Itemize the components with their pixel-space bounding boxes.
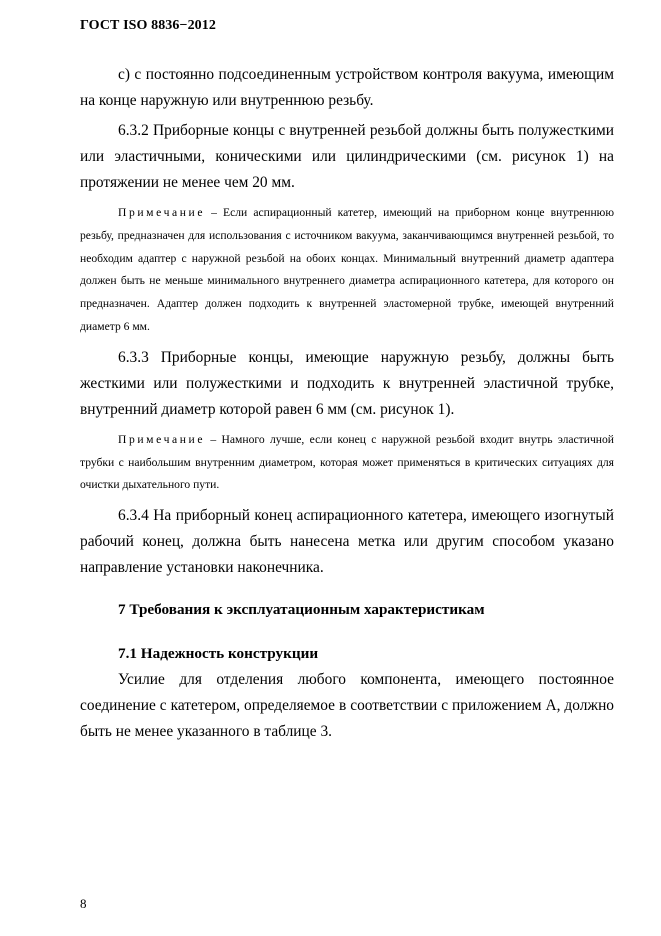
note-2-label: Примечание [118, 432, 206, 446]
clause-6-3-2: 6.3.2 Приборные концы с внутренней резьбой должны быть полужесткими или эластичными, коническими или цилиндрическими (см. рисунок 1) на протяжении не менее чем 20 мм. [80, 122, 614, 191]
clause-6-3-3: 6.3.3 Приборные концы, имеющие наружную резьбу, должны быть жесткими или полужесткими и подходить к внутренней эластичной трубке, внутренний диаметр которой равен 6 мм (см. рисунок 1). [80, 348, 614, 418]
note-1 [80, 202, 614, 339]
page-content [80, 62, 614, 749]
note-1-text: – Если аспирационный катетер, имеющий на приборном конце внутреннюю резьбу, предназначен для использования с источником вакуума, заканчивающимся внутренней резьбой, то необходим адаптер с наружной резьбой на обоих концах. Минимальный внутренний диаметр адаптера должен быть не меньше минимального внутреннего диаметра аспирационного катетера, для которого он предназначен. Адаптер должен подходить к внутренней эластомерной трубке, имеющей внутренний диаметр 6 мм. [80, 206, 614, 333]
note-2 [80, 429, 614, 497]
clause-7-1-text: Усилие для отделения любого компонента, имеющего постоянное соединение с катетером, определяемое в соответствии с приложением А, должно быть не менее указанного в таблице 3. [80, 671, 614, 741]
clause-6-3-4: 6.3.4 На приборный конец аспирационного катетера, имеющего изогнутый рабочий конец, должна быть нанесена метка или другим способом указано направление установки наконечника. [80, 507, 614, 577]
document-header: ГОСТ ISO 8836−2012 [80, 18, 216, 33]
page-number: 8 [80, 896, 87, 911]
item-c-paragraph: с) с постоянно подсоединенным устройством контроля вакуума, имеющим на конце наружную или внутреннюю резьбу. [80, 66, 614, 109]
section-7-1-heading: 7.1 Надежность конструкции [118, 645, 319, 663]
note-2-text: – Намного лучше, если конец с наружной резьбой входит внутрь эластичной трубки с наибольшим внутренним диаметром, которая может применяться в критических ситуациях для очистки дыхательного пути. [80, 432, 614, 492]
note-1-label: Примечание [118, 206, 206, 219]
section-7-heading: 7 Требования к эксплуатационным характеристикам [118, 601, 485, 619]
